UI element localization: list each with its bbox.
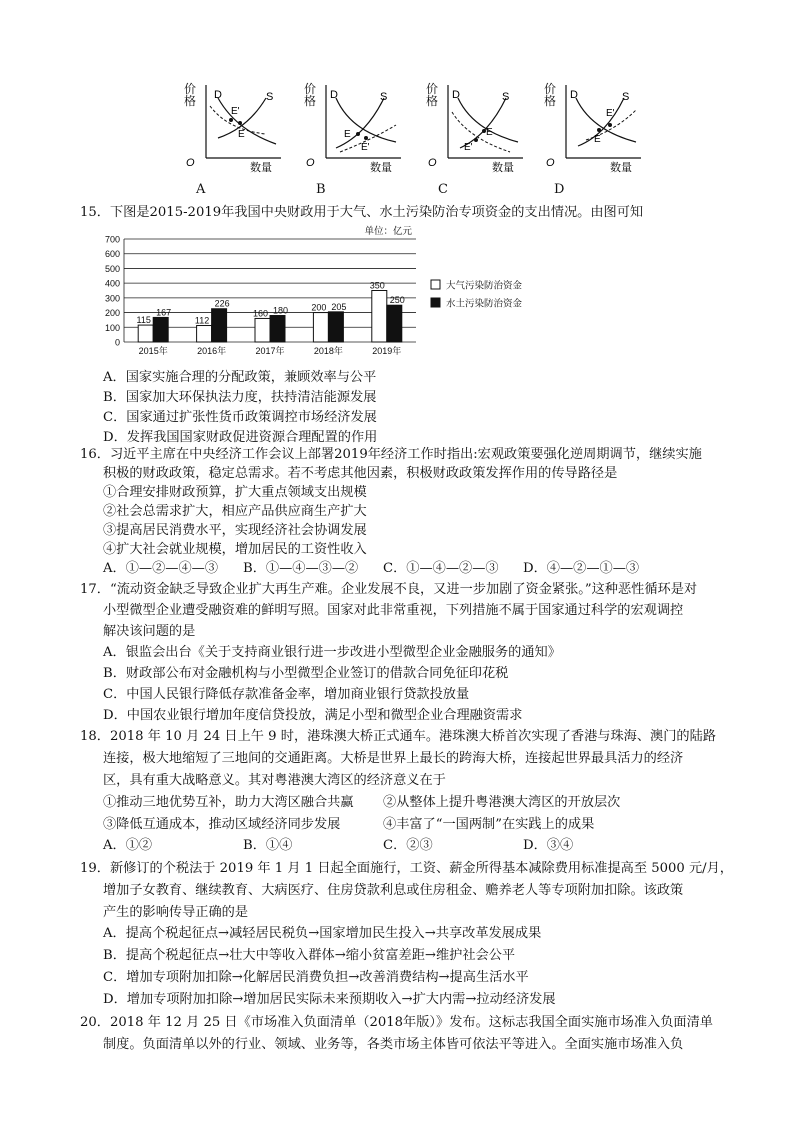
data-label: 160 [252,308,269,319]
graph-option-d: D [554,182,565,197]
q16-choices [103,559,639,579]
q19-option-c[interactable]: C．增加专项附加扣除→化解居民消费负担→改善消费结构→提高生活水平 [103,970,529,985]
svg-text:O: O [428,157,437,169]
x-label: 数量 [250,162,272,174]
bar [212,309,227,342]
bar [270,316,285,342]
bar-chart [96,224,556,359]
svg-text:数量: 数量 [370,162,392,174]
q15-option-c[interactable]: C．国家通过扩张性货币政策调控市场经济发展 [103,410,377,425]
bar [255,318,270,342]
y-label-a: 价格 [184,82,197,108]
q16-choice-d[interactable]: D．④—②—①—③ [523,561,640,576]
q18-item-1: ①推动三地优势互补，助力大湾区融合共赢 [103,795,354,810]
q15-number: 15． [80,205,110,220]
y-label-c: 价格 [426,82,439,108]
bar [372,291,387,343]
q18-item-2: ②从整体上提升粤港澳大湾区的开放层次 [383,795,621,810]
y-tick-label: 0 [114,337,120,348]
svg-text:D: D [570,89,578,101]
svg-text:O: O [546,157,555,169]
q20-line-1 [80,1013,713,1033]
q17-option-a[interactable]: A．银监会出台《关于支持商业银行进一步改进小型微型企业金融服务的通知》 [103,645,561,660]
q16-text-1: 习近平主席在中央经济工作会议上部署2019年经济工作时指出:宏观政策要强化逆周期调节，继续实施 [109,447,702,462]
origin-label: O [186,157,195,169]
q18-number: 18． [80,729,110,744]
q17-option-b[interactable]: B．财政部公布对金融机构与小型微型企业签订的借款合同免征印花税 [103,666,509,681]
q18-choices [103,836,573,856]
svg-text:S: S [380,91,388,103]
svg-text:E: E [486,127,493,138]
y-tick-label: 300 [104,293,120,304]
q16-number: 16． [80,447,110,462]
q17-option-c[interactable]: C．中国人民银行降低存款准备金率，增加商业银行贷款投放量 [103,687,470,702]
y-tick-label: 100 [104,322,120,333]
q16-choice-a[interactable]: A．①—②—④—③ [103,561,219,576]
legend-swatch [431,298,440,307]
data-label: 205 [331,301,347,312]
q17-number: 17． [80,582,110,597]
q19-line-1 [80,859,733,879]
data-label: 112 [194,315,210,326]
q18-line-2: 连接，极大地缩短了三地间的交通距离。大桥是世界上最长的跨海大桥，连接起世界最具活力的经济 [103,751,684,766]
svg-text:S: S [622,91,630,103]
q19-option-a[interactable]: A．提高个税起征点→减轻居民税负→国家增加民生投入→共享改革发展成果 [103,926,542,941]
q17-line-2: 小型微型企业遭受融资难的鲜明写照。国家对此非常重视，下列措施不属于国家通过科学的宏观调控 [103,603,684,618]
q15-stem-text: 下图是2015-2019年我国中央财政用于大气、水土污染防治专项资金的支出情况。由图可知 [109,205,644,220]
q16-item-4: ④扩大社会就业规模，增加居民的工资性收入 [103,542,367,557]
x-tick-label: 2016年 [197,346,227,356]
y-label-d: 价格 [544,82,557,108]
svg-text:O: O [306,157,315,169]
q15-option-a[interactable]: A．国家实施合理的分配政策，兼顾效率与公平 [103,370,377,385]
data-label: 250 [389,295,405,306]
q15-stem [80,203,643,223]
q20-number: 20． [80,1015,110,1030]
q16-line-1 [80,445,702,465]
bar [387,305,402,342]
label-e: E [238,129,245,140]
svg-text:D: D [452,89,460,101]
svg-text:数量: 数量 [492,162,514,174]
q16-item-3: ③提高居民消费水平，实现经济社会协调发展 [103,523,367,538]
y-tick-label: 500 [104,263,120,274]
data-label: 167 [156,307,172,318]
graph-option-b: B [316,182,326,197]
svg-text:E: E [344,129,351,140]
bar [153,317,168,342]
unit-label: 单位：亿元 [364,226,412,237]
svg-text:D: D [330,89,338,101]
svg-text:E': E' [606,108,615,119]
x-tick-label: 2015年 [138,346,168,356]
q19-option-d[interactable]: D．增加专项附加扣除→增加居民实际未来预期收入→扩大内需→拉动经济发展 [103,992,556,1007]
data-label: 350 [369,280,385,291]
q16-item-2: ②社会总需求扩大，相应产品供应商生产扩大 [103,504,367,519]
q18-choice-d[interactable]: D．③④ [523,838,574,853]
bar-chart-svg [96,224,556,359]
data-label: 180 [272,305,289,316]
y-tick-label: 400 [104,278,120,289]
svg-text:数量: 数量 [610,162,632,174]
q16-choice-b[interactable]: B．①—④—③—② [243,561,359,576]
legend-label: 水土污染防治资金 [446,298,523,310]
q18-line-1 [80,727,716,747]
q15-option-d[interactable]: D．发挥我国国家财政促进资源合理配置的作用 [103,430,378,445]
graph-option-a: A [196,182,206,197]
q18-choice-a[interactable]: A．①② [103,838,153,853]
label-e-prime: E' [231,106,240,117]
x-tick-label: 2019年 [372,346,402,356]
q17-option-d[interactable]: D．中国农业银行增加年度信贷投放，满足小型和微型企业合理融资需求 [103,708,523,723]
y-tick-label: 200 [104,308,120,319]
q19-option-b[interactable]: B．提高个税起征点→壮大中等收入群体→缩小贫富差距→维护社会公平 [103,948,516,963]
svg-text:E': E' [464,142,473,153]
q18-item-4: ④丰富了“一国两制”在实践上的成果 [383,817,595,832]
bar [138,325,153,342]
q20-text-1: 2018 年 12 月 25 日《市场准入负面清单（2018年版）》发布。这标志我国全面实施市场准入负面清单 [109,1015,713,1030]
q17-text-1: “流动资金缺乏导致企业扩大再生产难。企业发展不良，又进一步加剧了资金紧张。”这种恶性循环是对 [109,582,698,597]
q19-number: 19． [80,861,110,876]
bar [313,313,328,342]
legend-label: 大气污染防治资金 [446,280,523,292]
q16-line-2: 积极的财政政策，稳定总需求。若不考虑其他因素，积极财政政策发挥作用的传导路径是 [103,466,618,481]
data-label: 115 [136,315,151,326]
q16-item-1: ①合理安排财政预算，扩大重点领域支出规模 [103,485,367,500]
q18-choice-c[interactable]: C．②③ [383,838,433,853]
q18-text-1: 2018 年 10 月 24 日上午 9 时，港珠澳大桥正式通车。港珠澳大桥首次实现了香港与珠海、澳门的陆路 [109,729,716,744]
legend-swatch [431,280,440,289]
q20-line-2: 制度。负面清单以外的行业、领域、业务等，各类市场主体皆可依法平等进入。全面实施市场准入负 [103,1037,684,1052]
q19-text-1: 新修订的个税法于 2019 年 1 月 1 日起全面施行，工资、薪金所得基本减除费用标准提高至 5000 元/月， [109,861,733,876]
label-d: D [214,89,222,101]
graph-option-c: C [438,182,448,197]
bar [197,326,212,342]
q18-items-row-2 [103,815,594,835]
supply-demand-graphs [176,80,656,205]
bar [328,312,343,342]
svg-text:E: E [594,134,601,145]
x-tick-label: 2017年 [255,346,285,356]
data-label: 200 [311,302,327,313]
y-tick-label: 600 [104,249,120,260]
x-tick-label: 2018年 [313,346,343,356]
q17-line-1 [80,580,697,600]
y-label-b: 价格 [304,82,317,108]
q15-option-b[interactable]: B．国家加大环保执法力度，扶持清洁能源发展 [103,390,377,405]
q18-line-3: 区，具有重大战略意义。其对粤港澳大湾区的经济意义在于 [103,773,446,788]
q16-choice-c[interactable]: C．①—④—②—③ [383,561,499,576]
svg-text:E': E' [361,142,370,153]
data-label: 226 [214,298,230,309]
q19-line-3: 产生的影响传导正确的是 [103,905,249,920]
q18-items-row-1 [103,793,620,813]
q18-item-3: ③降低互通成本，推动区域经济同步发展 [103,817,341,832]
svg-text:S: S [502,91,510,103]
q17-line-3: 解决该问题的是 [103,624,196,639]
q19-line-2: 增加子女教育、继续教育、大病医疗、住房贷款利息或住房租金、赡养老人等专项附加扣除。该政策 [103,883,684,898]
label-s: S [266,91,274,103]
q18-choice-b[interactable]: B．①④ [243,838,293,853]
y-tick-label: 700 [104,234,120,245]
